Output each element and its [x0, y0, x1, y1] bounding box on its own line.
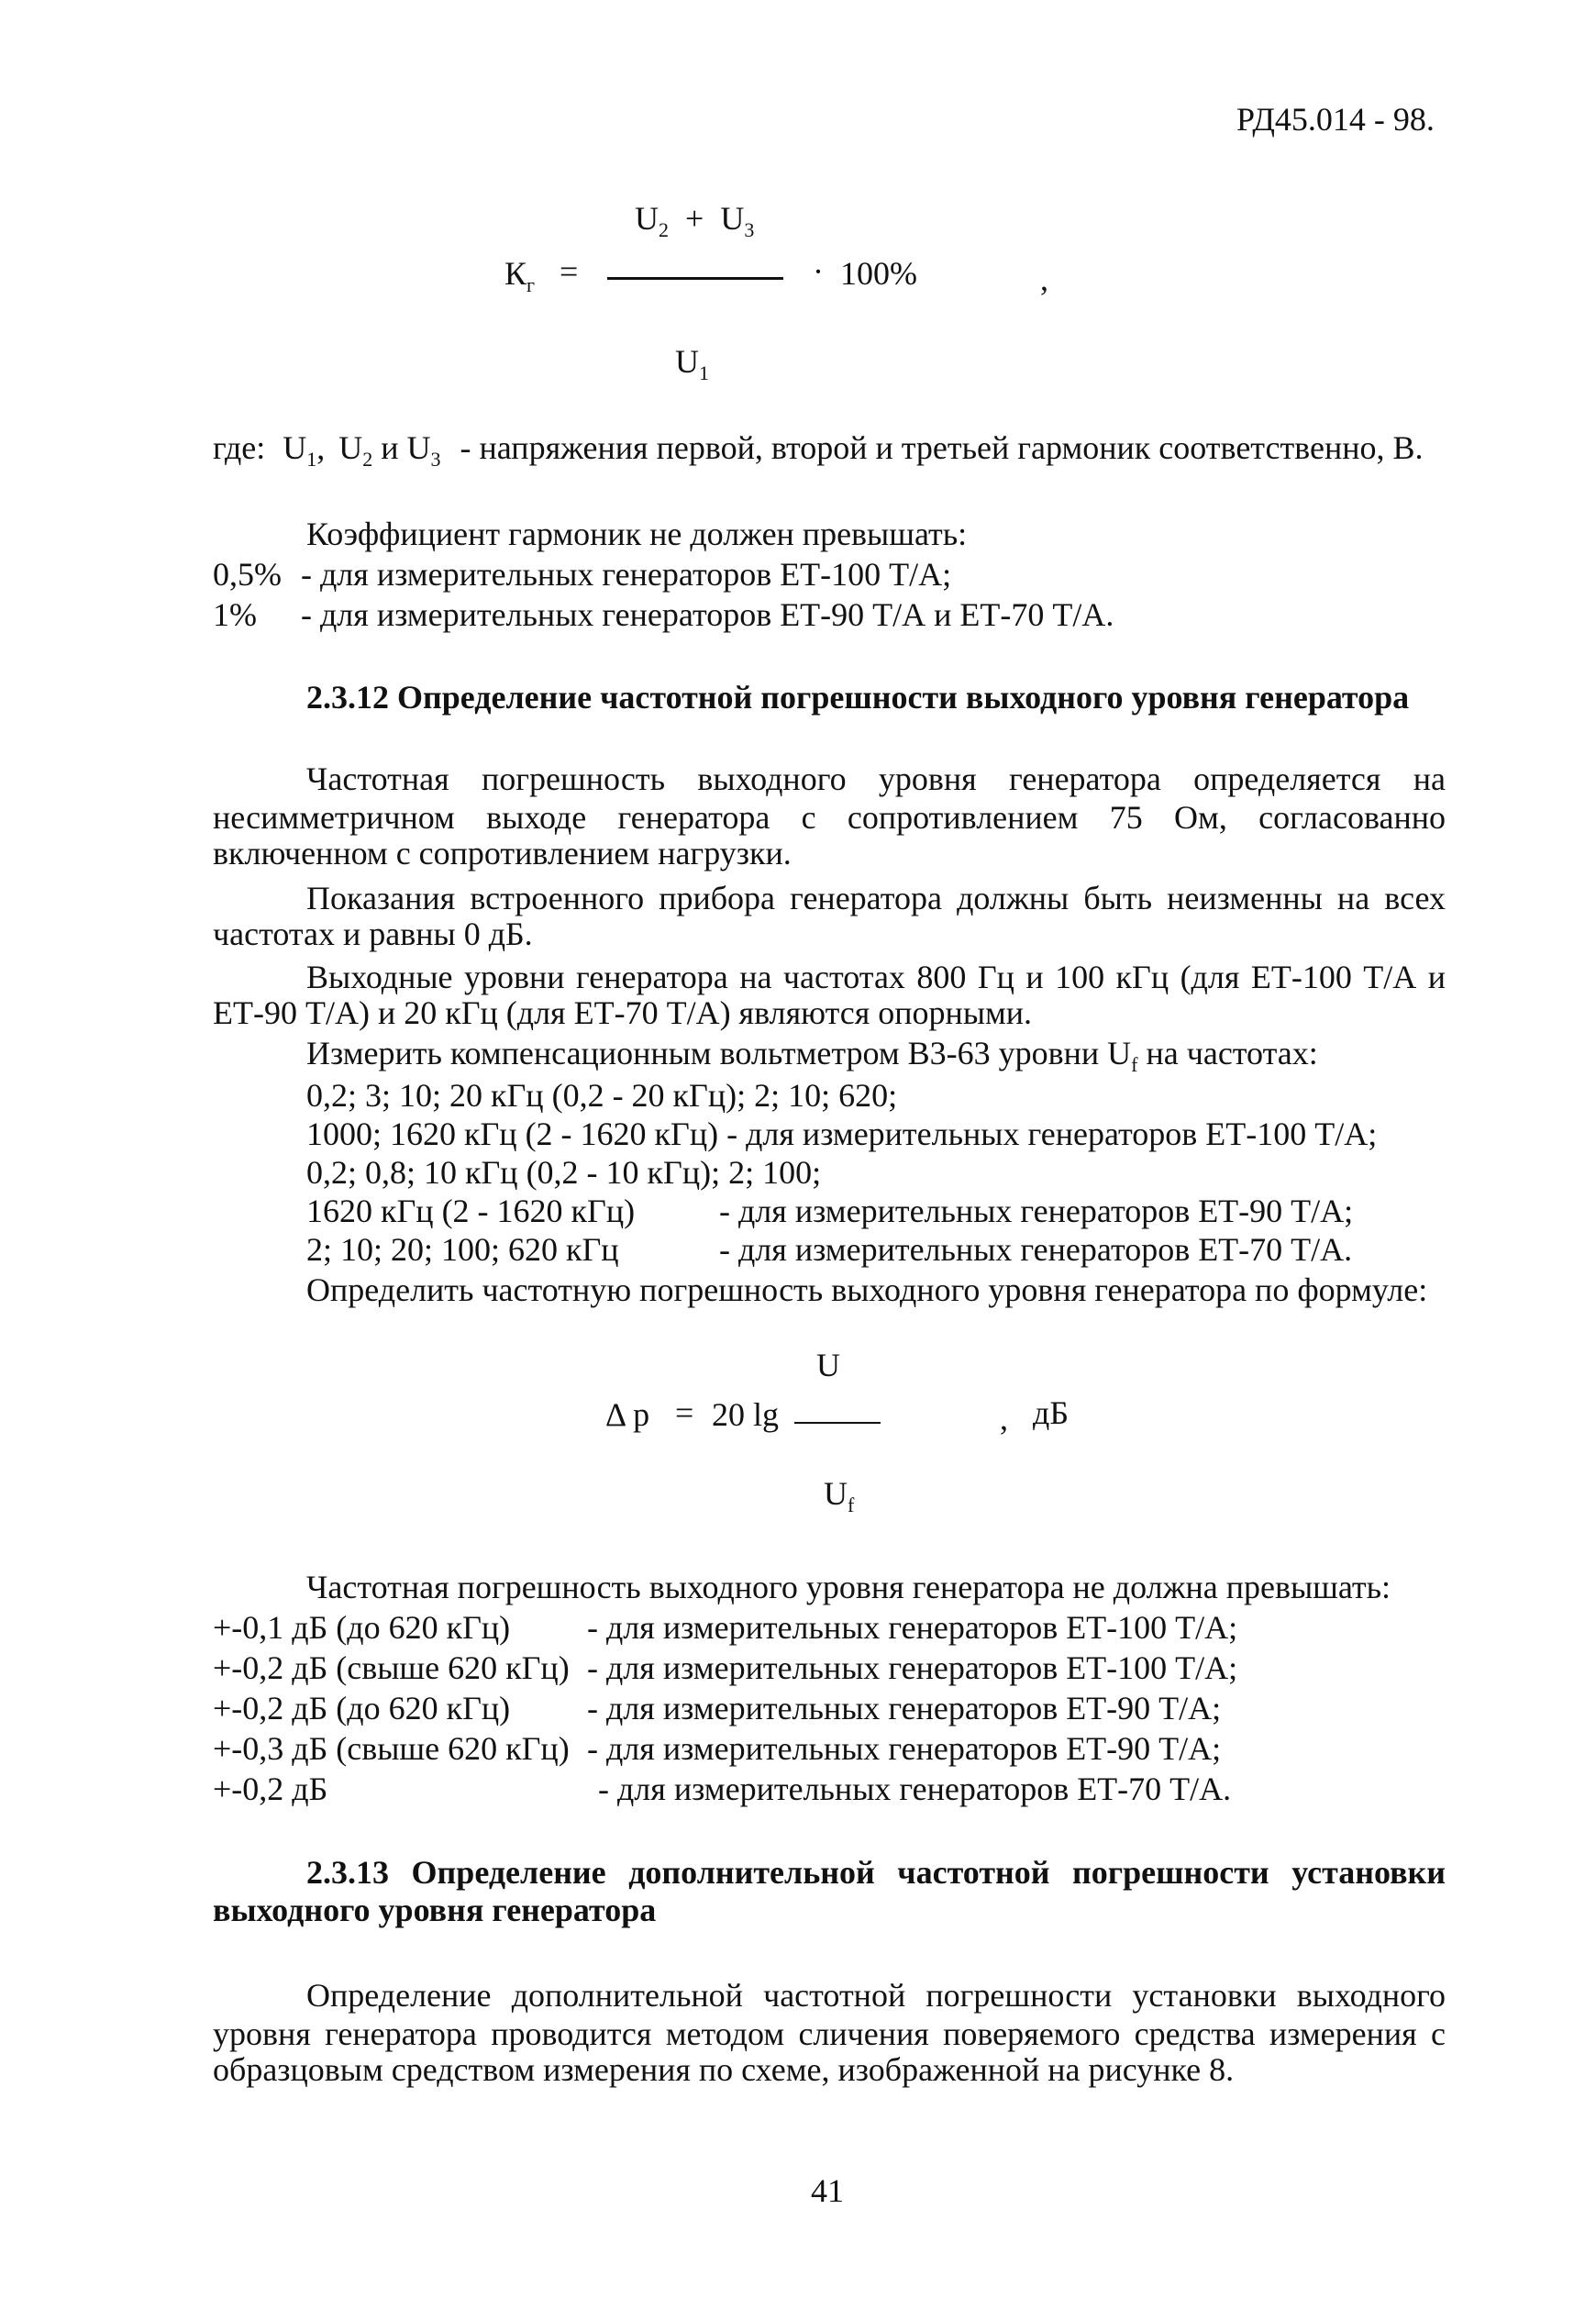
section-2-3-13-title-cont: выходного уровня генератора — [213, 1892, 657, 1928]
document-code: РД45.014 - 98. — [1236, 101, 1435, 138]
paragraph-line: Показания встроенного прибора генератора должны быть неизменны на всех — [306, 880, 1446, 916]
formula1-lhs: $К_г$ — [504, 255, 536, 296]
frequency-line: 1620 кГц (2 - 1620 кГц) — [306, 1193, 636, 1229]
frequency-line-target: - для измерительных генераторов ЕТ-90 Т/А; — [719, 1193, 1354, 1229]
frequency-line: 0,2; 3; 10; 20 кГц (0,2 - 20 кГц); 2; 10; 620; — [306, 1077, 898, 1114]
paragraph-line: Частотная погрешность выходного уровня генератора определяется на — [306, 760, 1446, 797]
paragraph-line: уровня генератора проводится методом сличения поверяемого средства измерения с — [213, 2015, 1446, 2052]
paragraph-line: частотах и равны 0 дБ. — [213, 916, 533, 952]
formula2-fraction-bar — [794, 1422, 881, 1424]
frequency-error-row: +-0,2 дБ - для измерительных генераторов ЕТ-70 Т/А. — [213, 1771, 1232, 1807]
paragraph-line: Определение дополнительной частотной погрешности установки выходного — [306, 1977, 1446, 2014]
paragraph-line: Выходные уровни генератора на частотах 800 Гц и 100 кГц (для ЕТ-100 Т/А и — [306, 959, 1446, 995]
frequency-error-intro: Частотная погрешность выходного уровня генератора не должна превышать: — [306, 1569, 1391, 1605]
formula1-numerator: $U_2 + U_3$ — [635, 200, 755, 241]
formula1-equals: = — [560, 253, 579, 290]
formula1-denominator: $U_1$ — [675, 343, 709, 384]
formula2-comma: , — [1000, 1400, 1008, 1437]
section-2-3-13-title: 2.3.13 Определение дополнительной частотной погрешности установки — [306, 1854, 1446, 1891]
frequency-error-row: +-0,2 дБ (свыше 620 кГц) - для измерительных генераторов ЕТ-100 Т/А; — [213, 1649, 1238, 1686]
formula2-function: 20 lg — [712, 1396, 780, 1433]
formula-instruction: Определить частотную погрешность выходного уровня генератора по формуле: — [306, 1271, 1428, 1308]
measure-instruction: Измерить компенсационным вольтметром В3-63 уровни $U_f$ на частотах: — [306, 1035, 1318, 1076]
formula1-multiply: · — [813, 253, 824, 290]
harmonic-limit-row: 1% - для измерительных генераторов ЕТ-90 Т/А и ЕТ-70 Т/А. — [213, 596, 1114, 633]
paragraph-line: включенном с сопротивлением нагрузки. — [213, 835, 792, 871]
frequency-error-row: +-0,2 дБ (до 620 кГц) - для измерительных генераторов ЕТ-90 Т/А; — [213, 1690, 1222, 1726]
paragraph-line: образцовым средством измерения по схеме, изображенной на рисунке 8. — [213, 2051, 1235, 2088]
frequency-error-row: +-0,3 дБ (свыше 620 кГц) - для измерительных генераторов ЕТ-90 Т/А; — [213, 1730, 1222, 1767]
page-number: 41 — [811, 2172, 844, 2209]
formula1-fraction-bar — [607, 277, 783, 280]
paragraph-line: ЕТ-90 Т/А) и 20 кГц (для ЕТ-70 Т/А) являются опорными. — [213, 994, 1033, 1031]
harmonic-limits-intro: Коэффициент гармоник не должен превышать: — [306, 516, 968, 552]
frequency-line: 1000; 1620 кГц (2 - 1620 кГц) - для измерительных генераторов ЕТ-100 Т/А; — [306, 1116, 1378, 1152]
formula1-percent: 100% — [840, 255, 917, 292]
where-line: где: $U_1$, $U_2$ и $U_3$ - напряжения первой, второй и третьей гармоник соответственно, В. — [213, 429, 1424, 471]
formula2-equals: = — [675, 1394, 694, 1431]
paragraph-line: несимметричном выходе генератора с сопротивлением 75 Ом, согласованно — [213, 799, 1446, 836]
frequency-line-target: - для измерительных генераторов ЕТ-70 Т/А. — [719, 1231, 1353, 1268]
formula1-comma: , — [1040, 261, 1048, 297]
formula2-numerator: U — [816, 1347, 840, 1383]
frequency-error-row: +-0,1 дБ (до 620 кГц) - для измерительных генераторов ЕТ-100 Т/А; — [213, 1609, 1238, 1646]
formula2-lhs: Δ p — [605, 1396, 650, 1433]
formula2-denominator: $U_f$ — [824, 1475, 855, 1516]
frequency-line: 0,2; 0,8; 10 кГц (0,2 - 10 кГц); 2; 100; — [306, 1154, 822, 1191]
frequency-line: 2; 10; 20; 100; 620 кГц — [306, 1231, 619, 1268]
formula2-unit: дБ — [1033, 1394, 1069, 1431]
harmonic-limit-row: 0,5% - для измерительных генераторов ЕТ-100 Т/А; — [213, 556, 952, 593]
section-2-3-12-title: 2.3.12 Определение частотной погрешности выходного уровня генератора — [306, 679, 1410, 716]
